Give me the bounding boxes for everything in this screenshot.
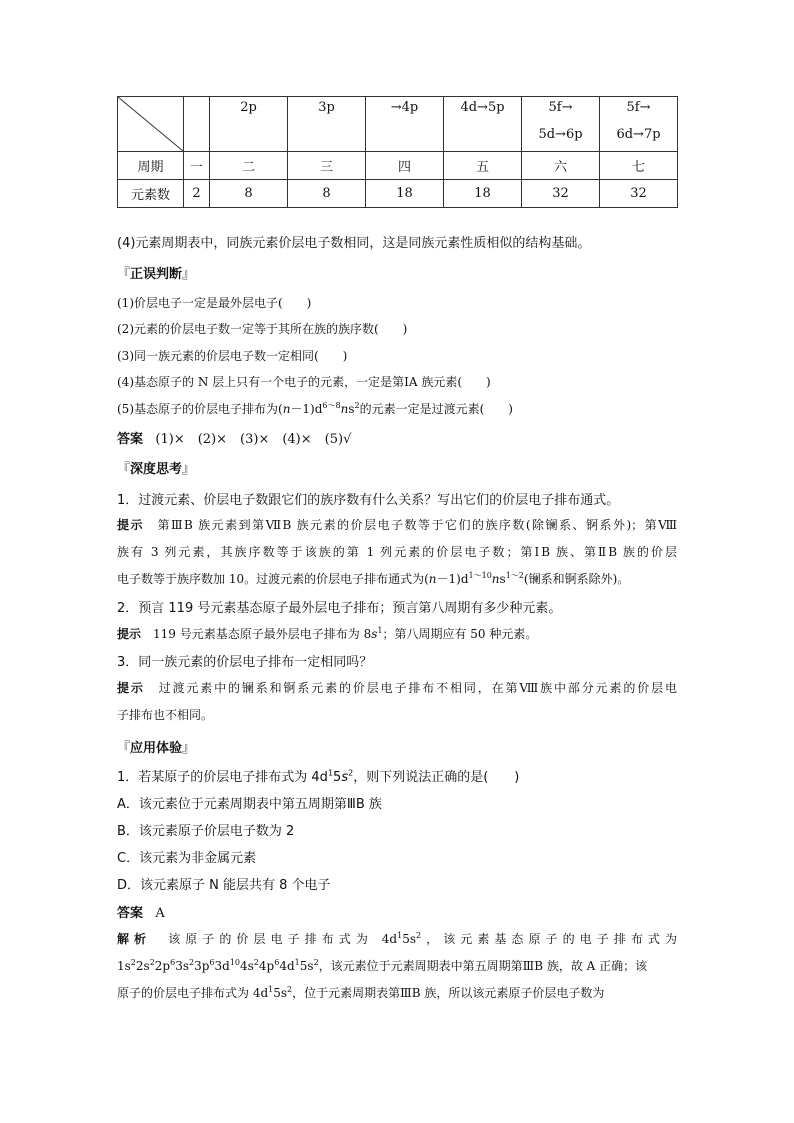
judge-item-4: (4)基态原子的 N 层上只有一个电子的元素，一定是第ⅠA 族元素( ): [117, 375, 491, 389]
orbital-electron-count: 2: [313, 958, 319, 967]
orbital-electron-count: 10: [229, 958, 241, 967]
table-cell: 七: [600, 152, 678, 180]
think-hint-1-line-3: 电子数等于族序数加 10。过渡元素的价层电子排布通式为$(n-1)d^{1\sim 10}ns^{1\sim 2}$(镧系和锕系除外)。: [117, 571, 630, 586]
think-hint-3-line-2: 子排布也不相同。: [117, 708, 214, 722]
table-cell: 一: [184, 152, 210, 180]
table-cell: 五: [444, 152, 522, 180]
think-question-2: 2．预言 119 号元素基态原子最外层电子排布；预言第八周期有多少种元素。: [117, 601, 562, 616]
think-question-1: 1．过渡元素、价层电子数跟它们的族序数有什么关系？写出它们的价层电子排布通式。: [117, 493, 620, 508]
orbital-electron-count: 1: [294, 958, 300, 967]
judge-item-1: (1)价层电子一定是最外层电子( ): [117, 296, 312, 310]
orbital: 3s: [175, 959, 189, 973]
table-cell: 18: [366, 180, 444, 208]
table-cell: 5f→ 6d→7p: [600, 97, 678, 152]
table-cell: 5f→ 5d→6p: [522, 97, 600, 152]
think-question-3: 3．同一族元素的价层电子排布一定相同吗？: [117, 655, 373, 670]
explanation-line-2: $1s^22s^22p^63s^23p^63d^{10}4s^24p^64d^15s^2$，该元素位于元素周期表中第五周期第ⅢB 族，故 A 正确；该: [117, 958, 648, 973]
judge-item-2: (2)元素的价层电子数一定等于其所在族的族序数( ): [117, 322, 408, 336]
table-cell: 32: [522, 180, 600, 208]
period-table: [117, 96, 678, 208]
table-cell: 3p: [288, 97, 366, 152]
table-cell: 8: [210, 180, 288, 208]
table-cell: 2p: [210, 97, 288, 152]
orbital-electron-count: 2: [189, 958, 195, 967]
option-b: B．该元素原子价层电子数为 2: [117, 824, 295, 839]
option-c: C．该元素为非金属元素: [117, 851, 257, 866]
table-cell: 周期: [118, 152, 184, 180]
apply-answer: 答案 A: [117, 906, 165, 921]
table-cell: 18: [444, 180, 522, 208]
table-row: [118, 152, 678, 180]
table-cell: 32: [600, 180, 678, 208]
orbital: 2p: [154, 959, 171, 973]
paragraph-4: (4)元素周期表中，同族元素价层电子数相同，这是同族元素性质相似的结构基础。: [117, 236, 591, 251]
judge-item-3: (3)同一族元素的价层电子数一定相同( ): [117, 349, 348, 363]
table-cell: 六: [522, 152, 600, 180]
apply-question-1: 1．若某原子的价层电子排布式为 $4d^15s^2$，则下列说法正确的是( ): [117, 768, 520, 785]
orbital-electron-count: 2: [149, 958, 155, 967]
judge-item-5: (5)基态原子的价层电子排布为$(n-1)d^{6\sim 8}ns^2$的元素一定是过渡元素( ): [117, 401, 513, 416]
orbital-electron-count: 6: [170, 958, 176, 967]
orbital-electron-count: 2: [130, 958, 136, 967]
table-cell: →4p: [366, 97, 444, 152]
table-cell: 4d→5p: [444, 97, 522, 152]
table-cell: 8: [288, 180, 366, 208]
table-cell: 元素数: [118, 180, 184, 208]
orbital: 4p: [258, 959, 275, 973]
orbital: 3d: [214, 959, 230, 973]
section-heading-judgement: 『正误判断』: [117, 267, 196, 282]
orbital-electron-count: 6: [209, 958, 215, 967]
option-d: D．该元素原子 N 能层共有 8 个电子: [117, 878, 331, 893]
explanation-line-1: 解析 该原子的价层电子排布式为 $4d^15s^2$，该元素基态原子的电子排布式为: [117, 931, 677, 946]
orbital: 4d: [279, 959, 295, 973]
orbital: 3p: [194, 959, 210, 973]
option-a: A．该元素位于元素周期表中第五周期第ⅢB 族: [117, 797, 382, 812]
think-hint-3-line-1: 提示 过渡元素中的镧系和锕系元素的价层电子排布不相同，在第Ⅷ族中部分元素的价层电: [117, 681, 677, 695]
orbital-electron-count: 6: [274, 958, 280, 967]
orbital: 4s: [240, 959, 254, 973]
think-hint-1-line-2: 族有 3 列元素，其族序数等于该族的第 1 列元素的价层电子数；第ⅠB 族、第ⅡB 族的价层: [117, 545, 677, 559]
section-heading-deep-thinking: 『深度思考』: [117, 462, 196, 477]
table-cell: 二: [210, 152, 288, 180]
judge-answer: 答案 (1)× (2)× (3)× (4)× (5)√: [117, 432, 352, 447]
orbital-electron-count: 2: [253, 958, 259, 967]
table-cell: 四: [366, 152, 444, 180]
orbital: 2s: [135, 959, 150, 973]
table-row: [118, 180, 678, 208]
diagonal-header-cell: [118, 97, 184, 152]
table-cell: [184, 97, 210, 152]
think-hint-1-line-1: 提示 第ⅢB 族元素到第ⅦB 族元素的价层电子数等于它们的族序数(除镧系、锕系外)；第Ⅷ: [117, 518, 677, 532]
explanation-line-3: 原子的价层电子排布式为 $4d^15s^2$，位于元素周期表第ⅢB 族，所以该元素原子价层电子数为: [117, 985, 605, 1000]
table-cell: 2: [184, 180, 210, 208]
table-cell: 三: [288, 152, 366, 180]
table-row: [118, 97, 678, 152]
orbital: 5s: [299, 959, 314, 973]
section-heading-application: 『应用体验』: [117, 741, 196, 756]
think-hint-2: 提示 119 号元素基态原子最外层电子排布为 $8s^1$；第八周期应有 50 种元素。: [117, 626, 538, 641]
electron-configuration: [117, 959, 319, 973]
orbital: 1s: [117, 959, 131, 973]
diagonal-line: [118, 97, 183, 151]
